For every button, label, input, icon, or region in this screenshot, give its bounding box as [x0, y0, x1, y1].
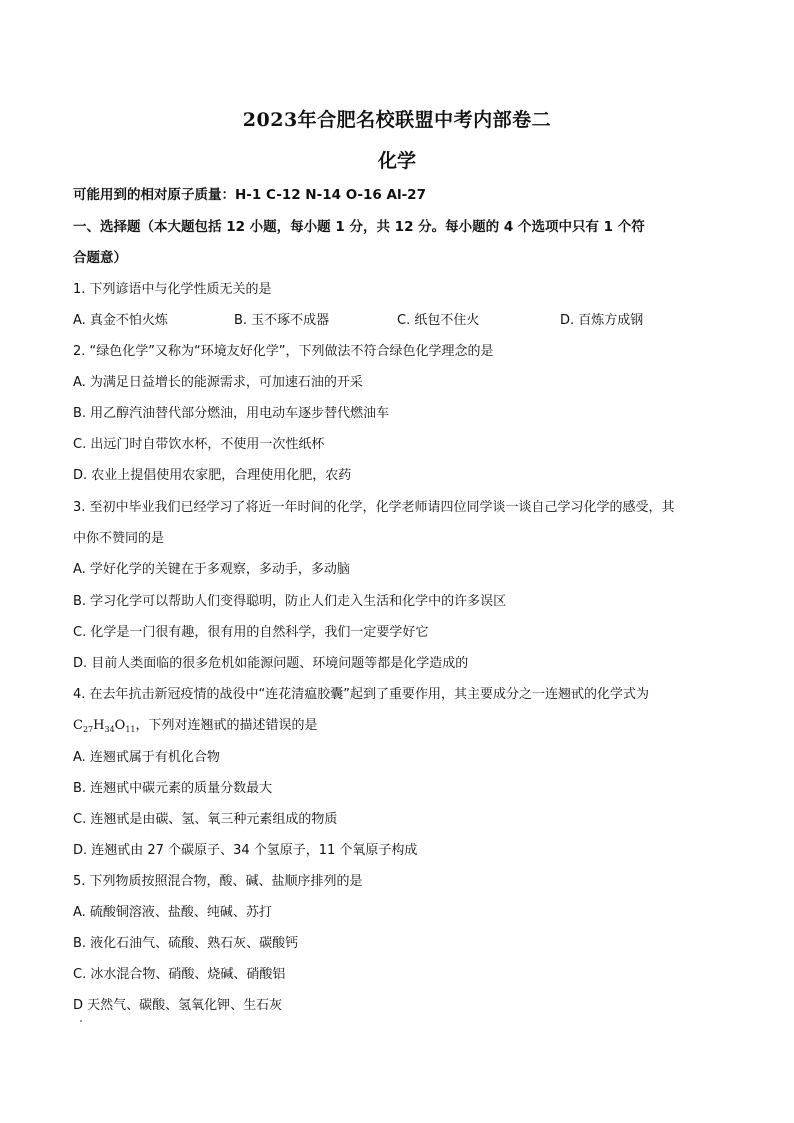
section-heading-line1: 一、选择题（本大题包括 12 小题，每小题 1 分，共 12 分。每小题的 4 个选项中只有 1 个符	[73, 219, 645, 235]
question-5-option-a: A. 硫酸铜溶液、盐酸、纯碱、苏打	[73, 905, 272, 920]
question-4-formula-line	[73, 717, 318, 735]
formula-c-count: 27	[82, 725, 94, 734]
question-4-option-b: B. 连翘甙中碳元素的质量分数最大	[73, 781, 273, 796]
question-5-option-b: B. 液化石油气、硫酸、熟石灰、碳酸钙	[73, 936, 299, 951]
question-3-stem-cont: 中你不赞同的是	[73, 531, 165, 546]
question-3-option-c: C. 化学是一门很有趣，很有用的自然科学，我们一定要学好它	[73, 625, 429, 640]
scan-dot	[80, 1020, 82, 1022]
question-3-option-a: A. 学好化学的关键在于多观察，多动手，多动脑	[73, 562, 350, 577]
question-3-option-b: B. 学习化学可以帮助人们变得聪明，防止人们走入生活和化学中的许多误区	[73, 594, 507, 609]
question-2-option-d: D. 农业上提倡使用农家肥，合理使用化肥，农药	[73, 468, 352, 483]
formula-o: O	[114, 718, 126, 733]
question-2-stem: 2. “绿色化学”又称为“环境友好化学”，下列做法不符合绿色化学理念的是	[73, 344, 494, 359]
question-4-option-c: C. 连翘甙是由碳、氢、氧三种元素组成的物质	[73, 812, 338, 827]
question-1-stem: 1. 下列谚语中与化学性质无关的是	[73, 282, 272, 297]
question-2-option-c: C. 出远门时自带饮水杯，不使用一次性纸杯	[73, 437, 325, 452]
question-5-option-d: D 天然气、碳酸、氢氧化钾、生石灰	[73, 998, 283, 1013]
formula-o-count: 11	[125, 725, 136, 734]
question-1-option-d: D. 百炼方成钢	[560, 313, 644, 328]
question-4-stem-cont: ，下列对连翘甙的描述错误的是	[135, 718, 318, 733]
question-4-stem: 4. 在去年抗击新冠疫情的战役中“连花清瘟胶囊”起到了重要作用，其主要成分之一连翘甙的化学式为	[73, 687, 650, 702]
question-1-option-b: B. 玉不琢不成器	[234, 313, 330, 328]
atomic-masses: 可能用到的相对原子质量：H-1 C-12 N-14 O-16 Al-27	[73, 187, 426, 203]
question-4-option-d: D. 连翘甙由 27 个碳原子、34 个氢原子，11 个氧原子构成	[73, 843, 418, 858]
question-2-option-a: A. 为满足日益增长的能源需求，可加速石油的开采	[73, 375, 363, 390]
question-3-stem: 3. 至初中毕业我们已经学习了将近一年时间的化学，化学老师请四位同学谈一谈自己学习化学的感受，其	[73, 500, 675, 515]
question-1-option-c: C. 纸包不住火	[397, 313, 480, 328]
subject-title: 化学	[377, 150, 416, 172]
formula-h: H	[93, 718, 105, 733]
question-5-option-c: C. 冰水混合物、硝酸、烧碱、硝酸铝	[73, 967, 286, 982]
question-5-stem: 5. 下列物质按照混合物，酸、碱、盐顺序排列的是	[73, 874, 363, 889]
formula-c: C	[73, 718, 83, 733]
question-3-option-d: D. 目前人类面临的很多危机如能源问题、环境问题等都是化学造成的	[73, 656, 469, 671]
exam-title: 2023年合肥名校联盟中考内部卷二	[242, 109, 552, 131]
formula-h-count: 34	[104, 725, 115, 734]
question-4-option-a: A. 连翘甙属于有机化合物	[73, 750, 220, 765]
question-2-option-b: B. 用乙醇汽油替代部分燃油，用电动车逐步替代燃油车	[73, 406, 390, 421]
section-heading-line2: 合题意）	[73, 250, 127, 266]
question-1-option-a: A. 真金不怕火炼	[73, 313, 168, 328]
